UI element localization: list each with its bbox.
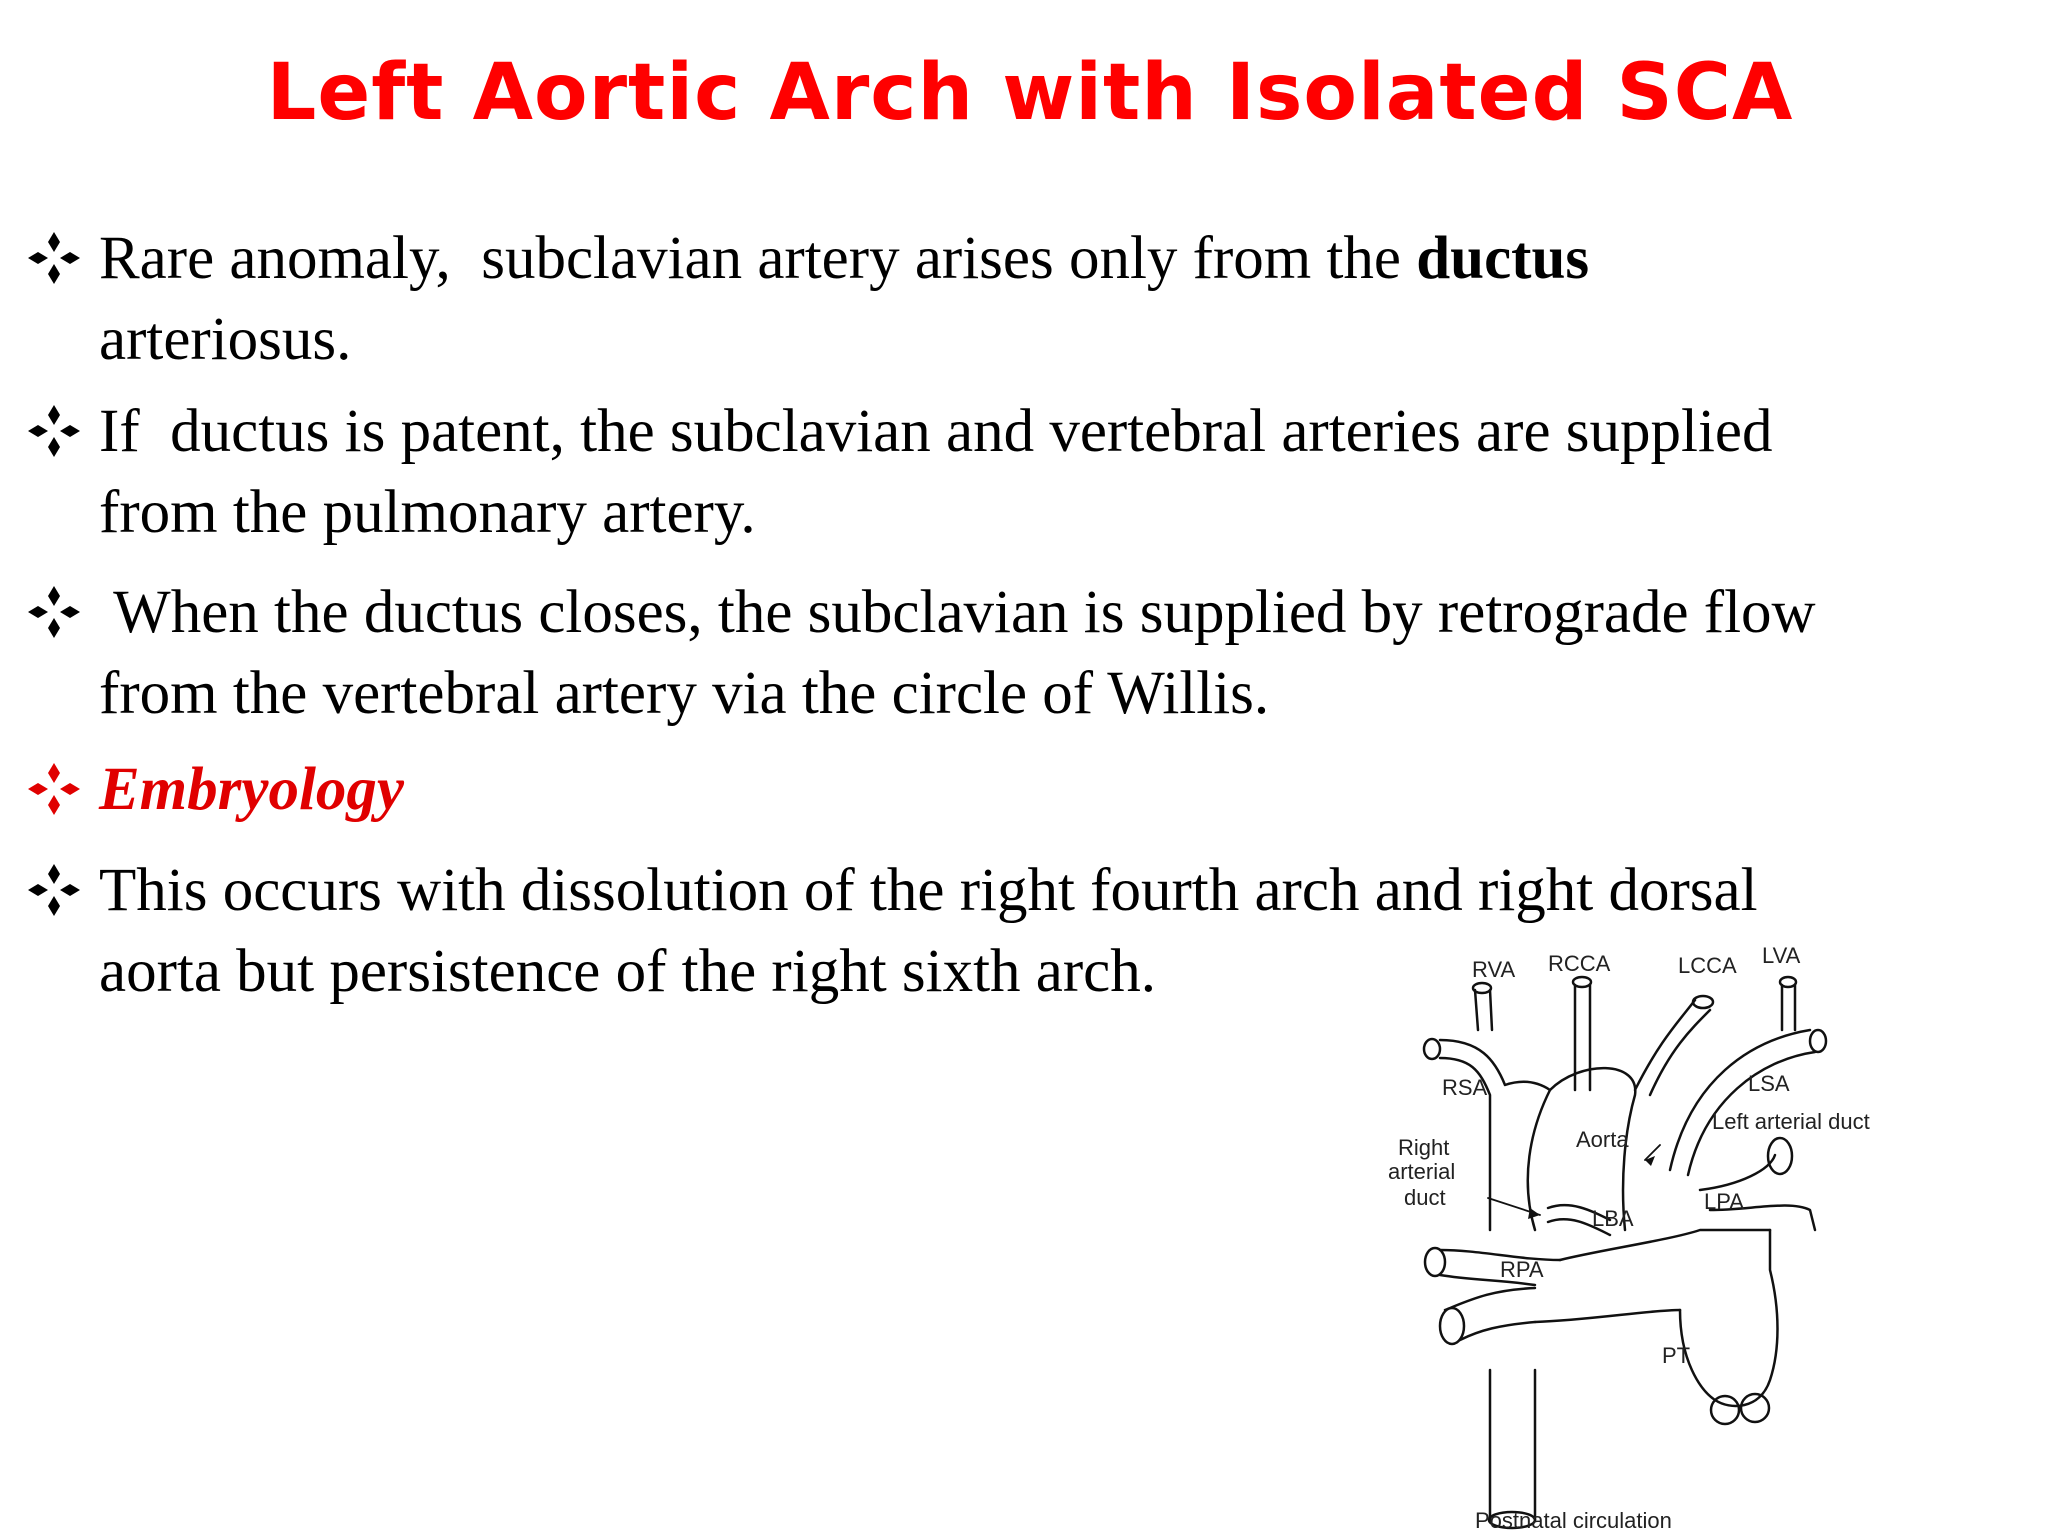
slide-title: Left Aortic Arch with Isolated SCA bbox=[266, 48, 1794, 138]
bullet-text-embryology: Embryology bbox=[99, 756, 404, 823]
bullet-text: This occurs with dissolution of the right fourth arch and right dorsal aorta but persistence of the right sixth arch. bbox=[99, 857, 1758, 1005]
bullet-text: Rare anomaly, subclavian artery arises only from the ductus arteriosus. bbox=[99, 225, 1590, 373]
label-aorta: Aorta bbox=[1576, 1127, 1629, 1152]
label-lsa: LSA bbox=[1748, 1071, 1790, 1096]
four-diamond-bullet-icon bbox=[26, 230, 82, 286]
label-pt: PT bbox=[1662, 1343, 1691, 1368]
label-rsa: RSA bbox=[1442, 1075, 1488, 1100]
four-diamond-bullet-icon bbox=[26, 862, 82, 918]
label-lva: LVA bbox=[1762, 943, 1801, 968]
label-lpa: LPA bbox=[1704, 1189, 1744, 1214]
label-rpa: RPA bbox=[1500, 1257, 1544, 1282]
label-right-arterial-duct-line2: arterial bbox=[1388, 1159, 1456, 1184]
vascular-diagram bbox=[1370, 930, 1930, 1530]
four-diamond-bullet-icon bbox=[26, 761, 82, 817]
four-diamond-bullet-icon bbox=[26, 584, 82, 640]
label-lba: LBA bbox=[1592, 1206, 1634, 1231]
bullet-text: If ductus is patent, the subclavian and vertebral arteries are supplied from the pulmonary artery. bbox=[99, 398, 1773, 546]
label-left-arterial-duct: Left arterial duct bbox=[1712, 1109, 1870, 1134]
label-lcca: LCCA bbox=[1678, 953, 1737, 978]
four-diamond-bullet-icon bbox=[26, 403, 82, 459]
label-rva: RVA bbox=[1472, 957, 1516, 982]
diagram-caption: Postnatal circulation bbox=[1475, 1508, 1672, 1533]
label-right-arterial-duct-line1: Right bbox=[1398, 1135, 1450, 1160]
label-right-arterial-duct-line3: duct bbox=[1404, 1185, 1446, 1210]
label-rcca: RCCA bbox=[1548, 951, 1611, 976]
bullet-text: When the ductus closes, the subclavian is supplied by retrograde flow from the vertebral artery via the circle of Willis. bbox=[99, 579, 1816, 727]
vascular-diagram-drawing bbox=[1370, 930, 1930, 1530]
